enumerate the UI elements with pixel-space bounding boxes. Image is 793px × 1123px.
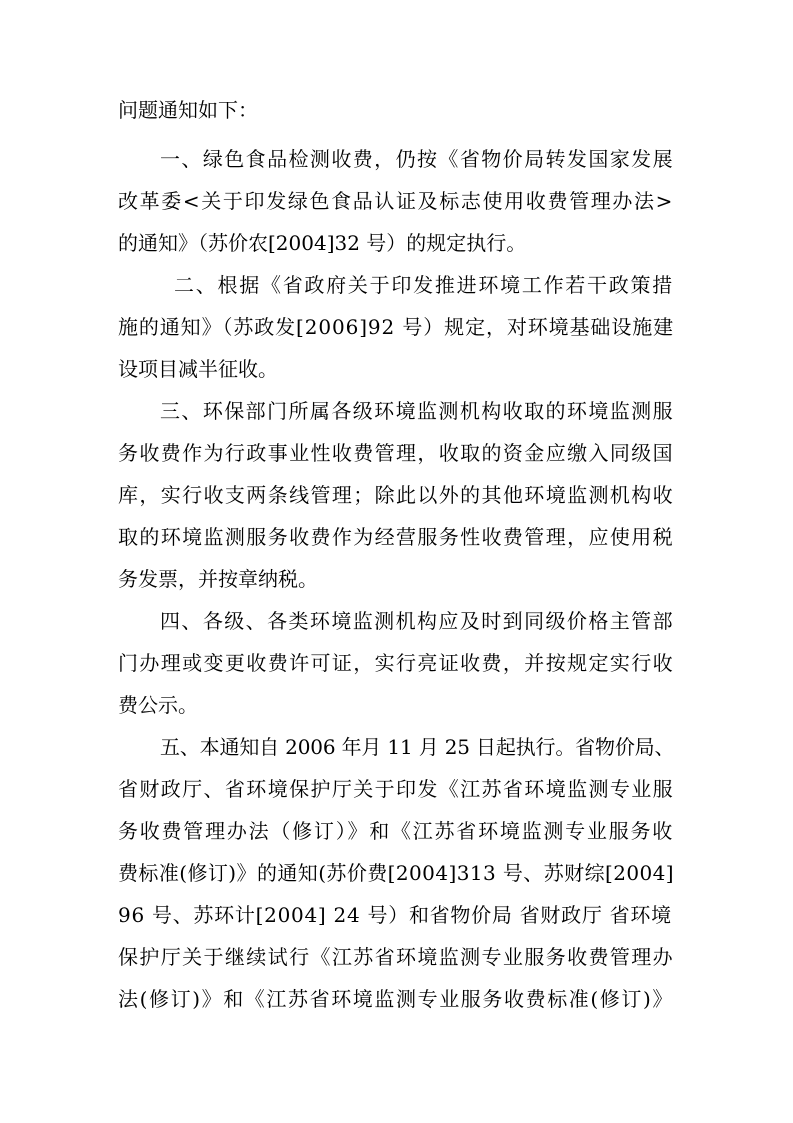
text-line: 设项目减半征收。 [118,357,278,381]
text-line: 五、本通知自 2006 年月 11 月 25 日起执行。省物价局、 [160,735,675,759]
text-line: 务发票，并按章纳税。 [118,567,318,591]
text-line: 库，实行收支两条线管理；除此以外的其他环境监测机构收 [118,483,674,507]
text-line: 四、各级、各类环境监测机构应及时到同级价格主管部 [160,609,674,633]
text-line: 取的环境监测服务收费作为经营服务性收费管理，应使用税 [118,525,674,549]
text-line: 门办理或变更收费许可证，实行亮证收费，并按规定实行收 [118,651,674,675]
text-line: 二、根据《省政府关于印发推进环境工作若干政策措 [174,273,674,297]
text-line: 96 号、苏环计[2004] 24 号）和省物价局 省财政厅 省环境 [118,903,672,927]
text-line: 务收费管理办法（修订）》和《江苏省环境监测专业服务收 [118,819,674,843]
text-line: 保护厅关于继续试行《江苏省环境监测专业服务收费管理办 [118,945,674,969]
text-line: 施的通知》（苏政发[2006]92 号）规定，对环境基础设施建 [118,315,674,339]
text-line: 三、环保部门所属各级环境监测机构收取的环境监测服 [160,399,674,423]
text-line: 问题通知如下： [118,98,258,122]
text-line: 务收费作为行政事业性收费管理，收取的资金应缴入同级国 [118,441,674,465]
text-line: 法(修订)》和《江苏省环境监测专业服务收费标准(修订)》 [118,987,674,1011]
text-line: 省财政厅、省环境保护厅关于印发《江苏省环境监测专业服 [118,777,674,801]
text-line: 费标准(修订)》的通知(苏价费[2004]313 号、苏财综[2004] [118,861,674,885]
text-line: 一、绿色食品检测收费，仍按《省物价局转发国家发展 [160,147,674,171]
text-line: 费公示。 [118,693,198,717]
text-line: 改革委<关于印发绿色食品认证及标志使用收费管理办法> [118,189,674,213]
text-line: 的通知》（苏价农[2004]32 号）的规定执行。 [118,231,527,255]
